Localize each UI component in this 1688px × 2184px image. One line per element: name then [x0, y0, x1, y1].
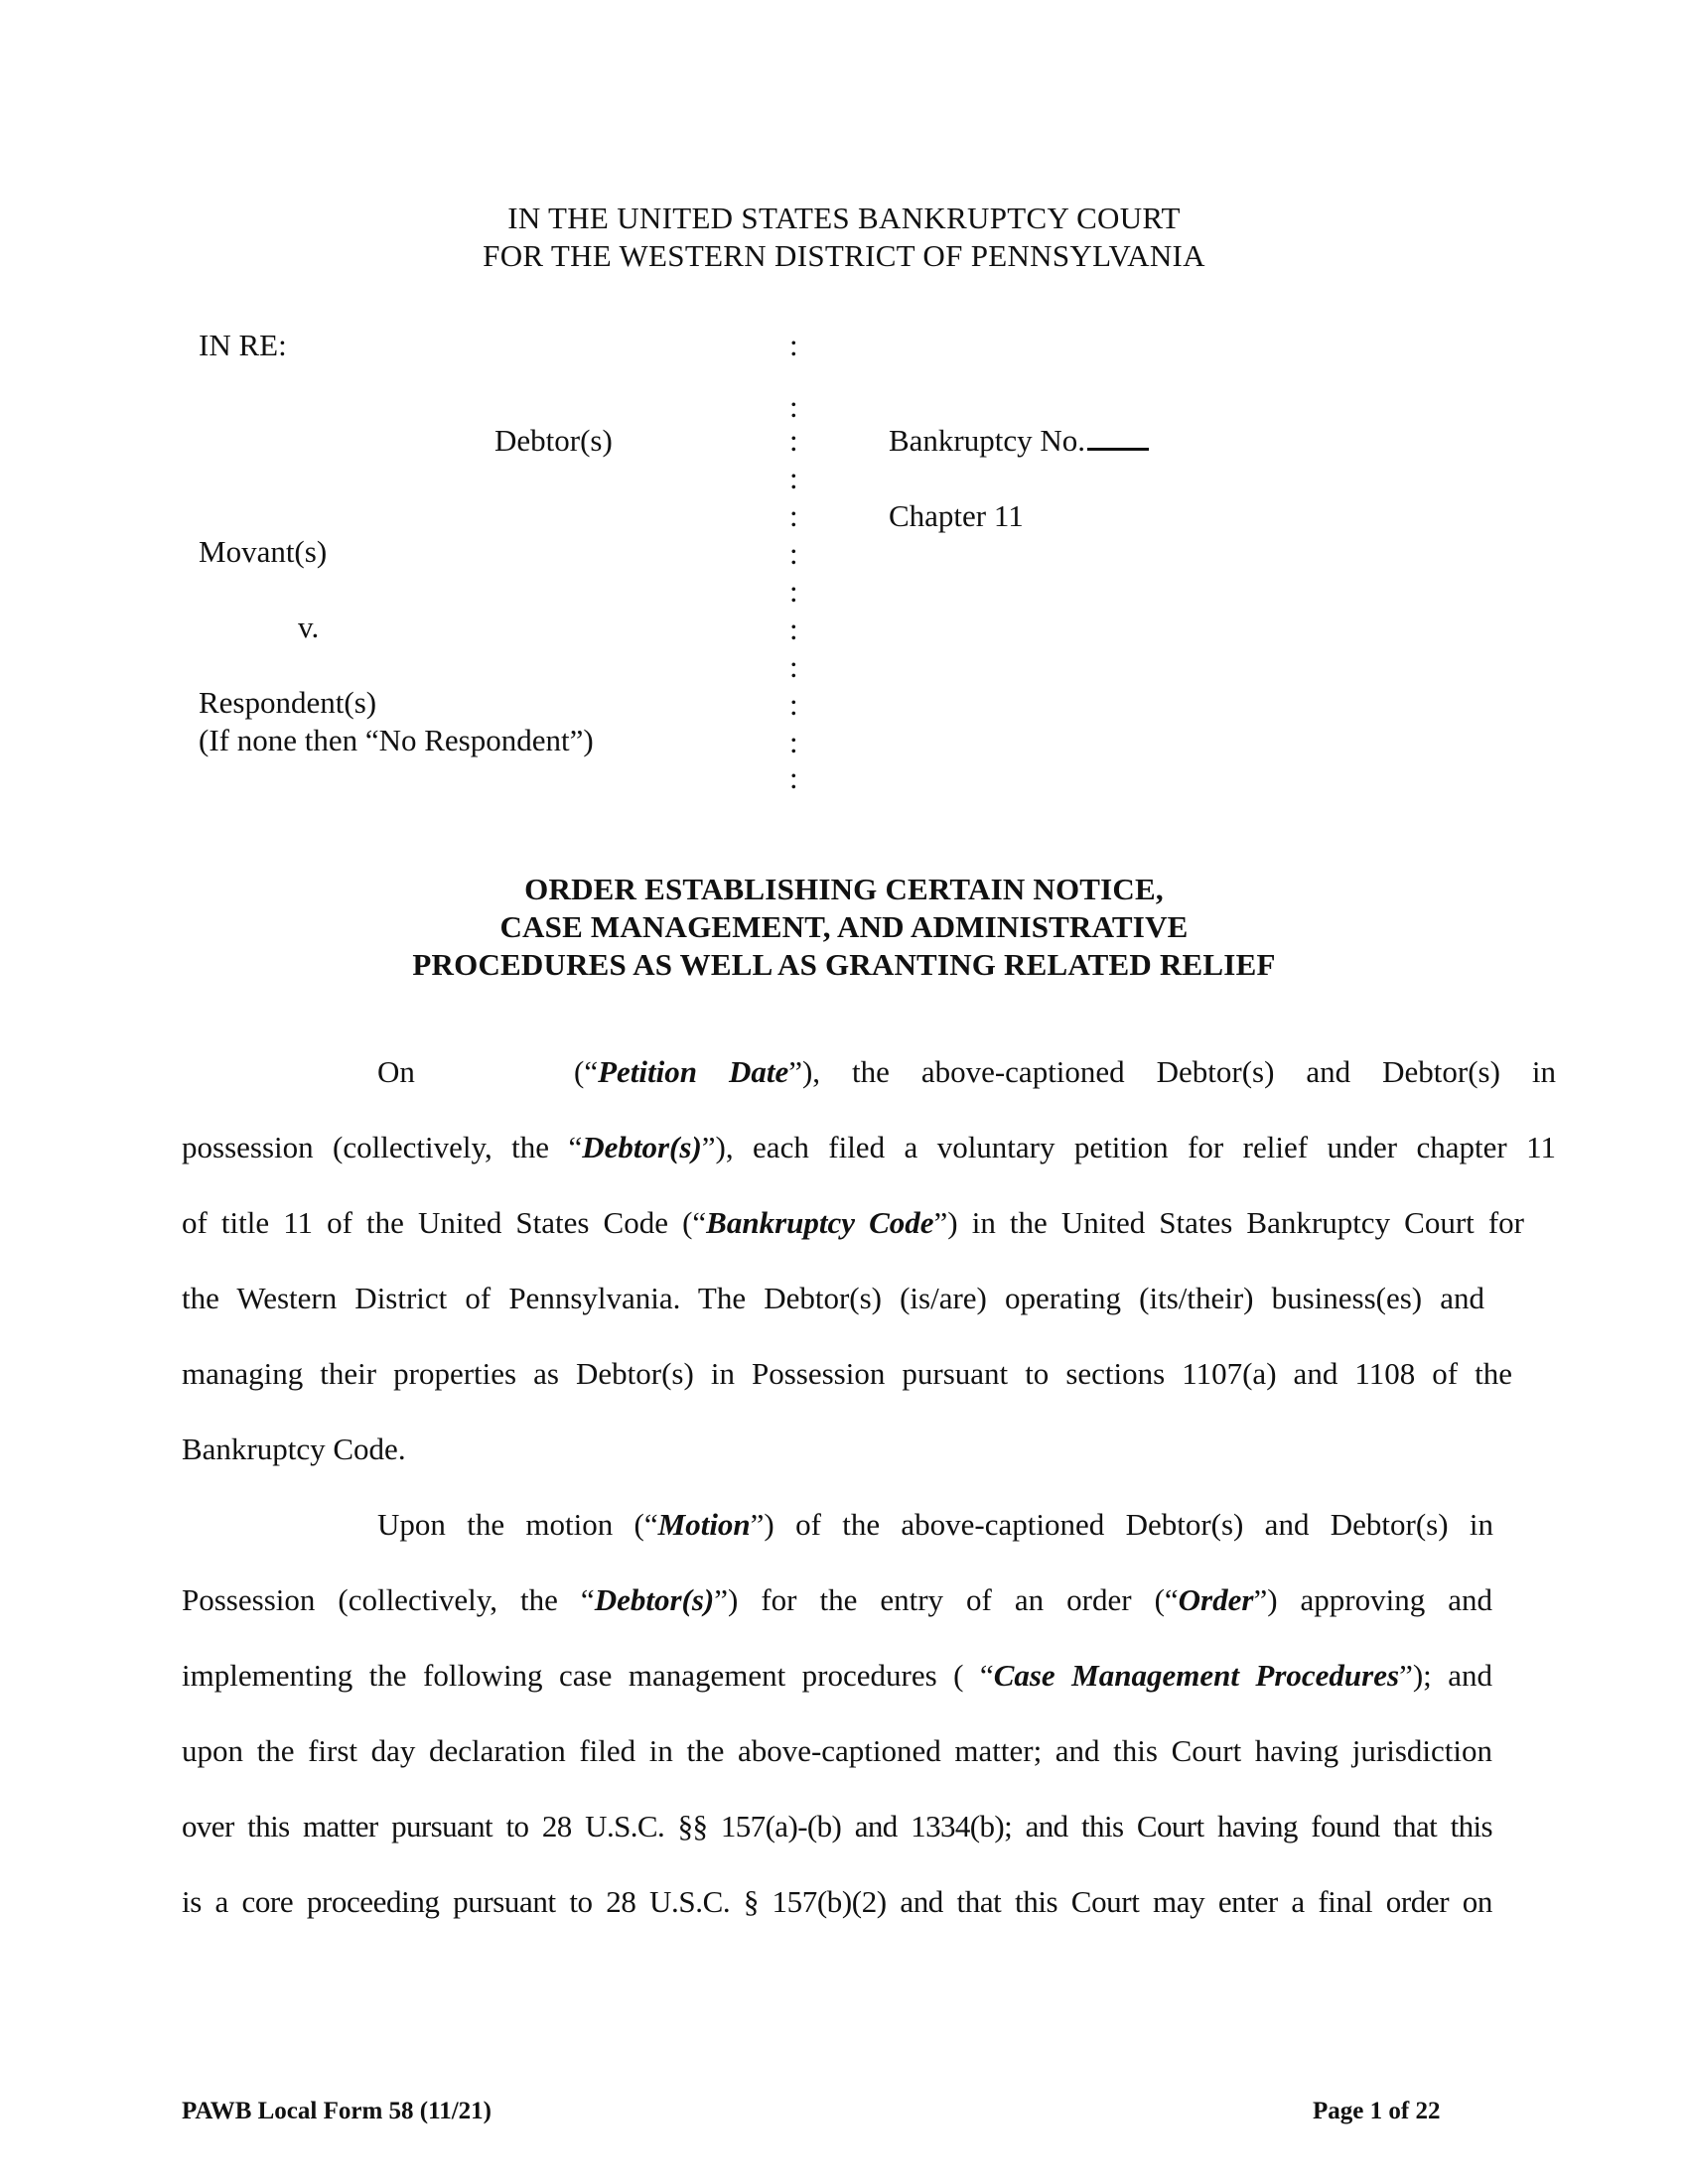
paragraph-on-word: On [377, 1054, 415, 1089]
paragraph-line: is a core proceeding pursuant to 28 U.S.C. § 157(b)(2) and that this Court may enter a final order on [182, 1884, 1492, 1919]
paragraph-line: Possession (collectively, the “Debtor(s)”) for the entry of an order (“Order”) approving and [182, 1582, 1492, 1617]
paragraph-line: managing their properties as Debtor(s) in Possession pursuant to sections 1107(a) and 1108 of the [182, 1356, 1512, 1391]
defined-term: Debtor(s) [582, 1130, 702, 1164]
versus-label: v. [298, 610, 320, 644]
caption-colon: : [789, 461, 798, 495]
bankruptcy-number [889, 423, 1149, 459]
paragraph-line: Bankruptcy Code. [182, 1432, 406, 1466]
paragraph-line: possession (collectively, the “Debtor(s)”), each filed a voluntary petition for relief under chapter 11 [182, 1130, 1556, 1164]
page-number: Page 1 of 22 [1313, 2098, 1441, 2124]
caption-colon: : [789, 389, 798, 424]
caption-colon: : [789, 687, 798, 722]
defined-term: Motion [657, 1507, 751, 1542]
caption-colon: : [789, 536, 798, 571]
defined-term: Debtor(s) [594, 1582, 715, 1617]
respondent-label: Respondent(s) [199, 685, 377, 720]
paragraph-line: implementing the following case management procedures ( “Case Management Procedures”); and [182, 1658, 1492, 1693]
caption-colon: : [789, 612, 798, 646]
court-name-line: IN THE UNITED STATES BANKRUPTCY COURT [507, 201, 1181, 235]
defined-term: Case Management Procedures [993, 1658, 1400, 1693]
form-number: PAWB Local Form 58 (11/21) [182, 2098, 492, 2124]
defined-term: Petition Date [598, 1054, 789, 1089]
defined-term: Order [1178, 1582, 1254, 1617]
paragraph-line: upon the first day declaration filed in the above-captioned matter; and this Court having jurisdiction [182, 1733, 1492, 1768]
defined-term: Bankruptcy Code [706, 1205, 934, 1240]
caption-colon: : [789, 498, 798, 533]
caption-colon: : [789, 574, 798, 609]
caption-colon: : [789, 328, 798, 362]
debtor-label: Debtor(s) [494, 423, 613, 458]
court-district-line: FOR THE WESTERN DISTRICT OF PENNSYLVANIA [483, 238, 1205, 273]
bankruptcy-number-label: Bankruptcy No. [889, 423, 1086, 458]
caption-colon: : [789, 649, 798, 684]
order-title-line-2: CASE MANAGEMENT, AND ADMINISTRATIVE [499, 909, 1189, 944]
paragraph-line: (“Petition Date”), the above-captioned Debtor(s) and Debtor(s) in [574, 1054, 1556, 1089]
paragraph-line: over this matter pursuant to 28 U.S.C. §§ 157(a)-(b) and 1334(b); and this Court having found that this [182, 1809, 1492, 1843]
movant-label: Movant(s) [199, 534, 328, 569]
chapter-label: Chapter 11 [889, 498, 1024, 533]
bankruptcy-number-blank[interactable] [1087, 424, 1149, 451]
caption-colon: : [789, 725, 798, 759]
in-re-label: IN RE: [199, 328, 287, 362]
caption-colon: : [789, 423, 798, 458]
caption-colon: : [789, 760, 798, 795]
order-title-line-1: ORDER ESTABLISHING CERTAIN NOTICE, [524, 872, 1164, 906]
paragraph-line: of title 11 of the United States Code (“Bankruptcy Code”) in the United States Bankruptcy Court for [182, 1205, 1524, 1240]
paragraph-line: the Western District of Pennsylvania. The Debtor(s) (is/are) operating (its/their) business(es) and [182, 1281, 1484, 1315]
order-title-line-3: PROCEDURES AS WELL AS GRANTING RELATED RELIEF [412, 947, 1276, 982]
paragraph-line: Upon the motion (“Motion”) of the above-captioned Debtor(s) and Debtor(s) in [377, 1507, 1493, 1542]
respondent-note: (If none then “No Respondent”) [199, 723, 594, 757]
